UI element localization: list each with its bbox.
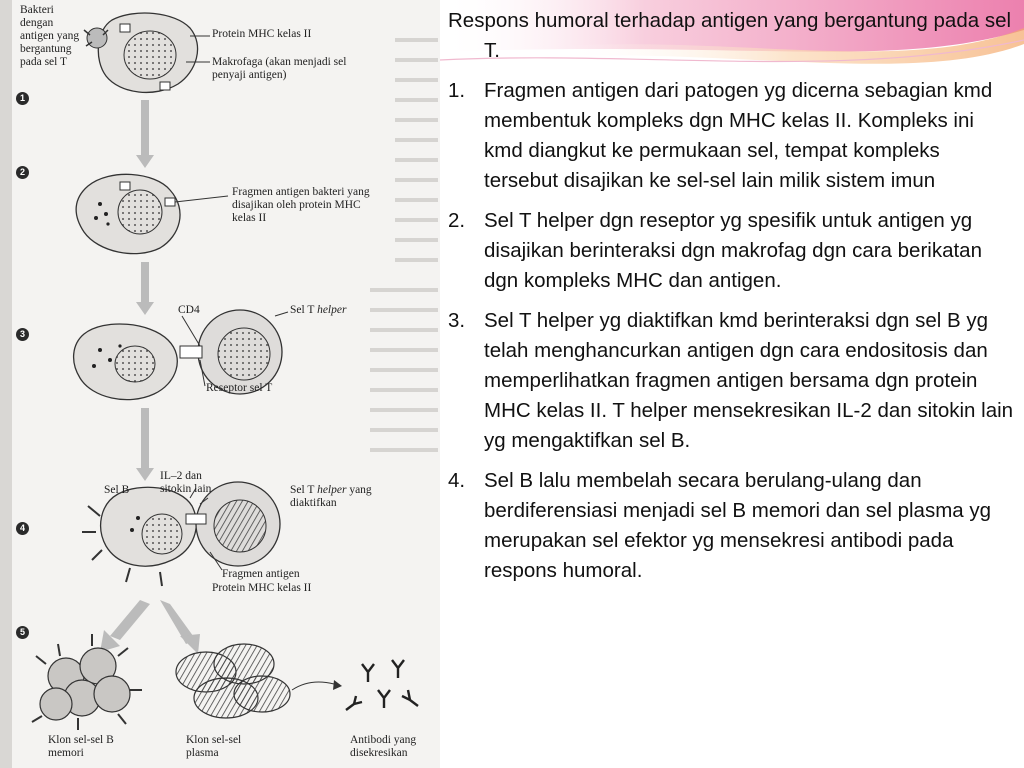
list-item-number: 1. bbox=[448, 79, 466, 102]
immune-response-diagram bbox=[0, 0, 440, 768]
list-item bbox=[448, 466, 1018, 586]
numbered-list bbox=[448, 76, 1018, 586]
label-cd4: CD4 bbox=[178, 304, 200, 316]
slide-title: Respons humoral terhadap antigen yang bergantung pada sel T. bbox=[448, 9, 1012, 62]
label-secreted-antibody: Antibodi yang disekresikan bbox=[350, 734, 417, 759]
list-item-number: 3. bbox=[448, 309, 466, 332]
memory-clone bbox=[32, 634, 142, 730]
list-item-text: Sel B lalu membelah secara berulang-ulang dan berdiferensiasi menjadi sel B memori dan sel plasma yg merupakan sel efektor yg mensekresi antibodi pada respons humoral. bbox=[484, 469, 992, 582]
label-memory-clone: Klon sel-sel B memori bbox=[48, 734, 114, 759]
label-macrophage: Makrofaga (akan menjadi sel penyaji antigen) bbox=[212, 56, 347, 81]
antibodies bbox=[346, 660, 418, 710]
label-helper-t: Sel T helper bbox=[290, 304, 347, 316]
step-number: 1 bbox=[16, 92, 29, 105]
list-item bbox=[448, 76, 1018, 196]
label-t-cell-receptor: Reseptor sel T bbox=[206, 382, 273, 394]
label-fragment-presented: Fragmen antigen bakteri yang disajikan oleh protein MHC kelas II bbox=[232, 186, 370, 224]
list-item-text: Sel T helper yg diaktifkan kmd berinteraksi dgn sel B yg telah menghancurkan antigen dgn cara endositosis dan memperlihatkan fragmen antigen bersama dgn protein MHC kelas II. T helper mensekresikan IL-2 dan sitokin lain yg mengaktifkan sel B. bbox=[484, 309, 1014, 452]
label-plasma-clone: Klon sel-sel plasma bbox=[186, 734, 242, 759]
list-item bbox=[448, 306, 1018, 456]
figure-left-note: Bakteri dengan antigen yang bergantung pada sel T bbox=[20, 4, 80, 68]
label-b-cell: Sel B bbox=[104, 484, 130, 496]
plasma-clone bbox=[176, 644, 290, 718]
list-item-number: 4. bbox=[448, 469, 466, 492]
macrophage-step2 bbox=[76, 174, 228, 253]
list-item-number: 2. bbox=[448, 209, 466, 232]
label-activated-helper: Sel T helper yang diaktifkan bbox=[290, 484, 372, 509]
list-item-text: Fragmen antigen dari patogen yg dicerna sebagian kmd membentuk kompleks dgn MHC kelas II. Kompleks ini kmd diangkut ke permukaan sel, tempat kompleks tersebut disajikan ke sel-sel lain milik sistem imun bbox=[484, 79, 993, 192]
list-item-text: Sel T helper dgn reseptor yg spesifik untuk antigen yg disajikan berinteraksi dgn makrofag dgn cara berikatan dgn kompleks MHC dan antigen. bbox=[484, 209, 982, 292]
step-number: 5 bbox=[16, 626, 29, 639]
slide-text bbox=[448, 6, 1018, 596]
macrophage-step1 bbox=[84, 13, 210, 92]
label-antigen-fragment: Fragmen antigen bbox=[222, 568, 300, 580]
step-number: 4 bbox=[16, 522, 29, 535]
step-number: 2 bbox=[16, 166, 29, 179]
list-item bbox=[448, 206, 1018, 296]
step-number: 3 bbox=[16, 328, 29, 341]
label-il2: IL–2 dan sitokin lain bbox=[160, 470, 212, 495]
label-mhc-protein-bottom: Protein MHC kelas II bbox=[212, 582, 312, 594]
label-mhc-protein: Protein MHC kelas II bbox=[212, 28, 312, 40]
